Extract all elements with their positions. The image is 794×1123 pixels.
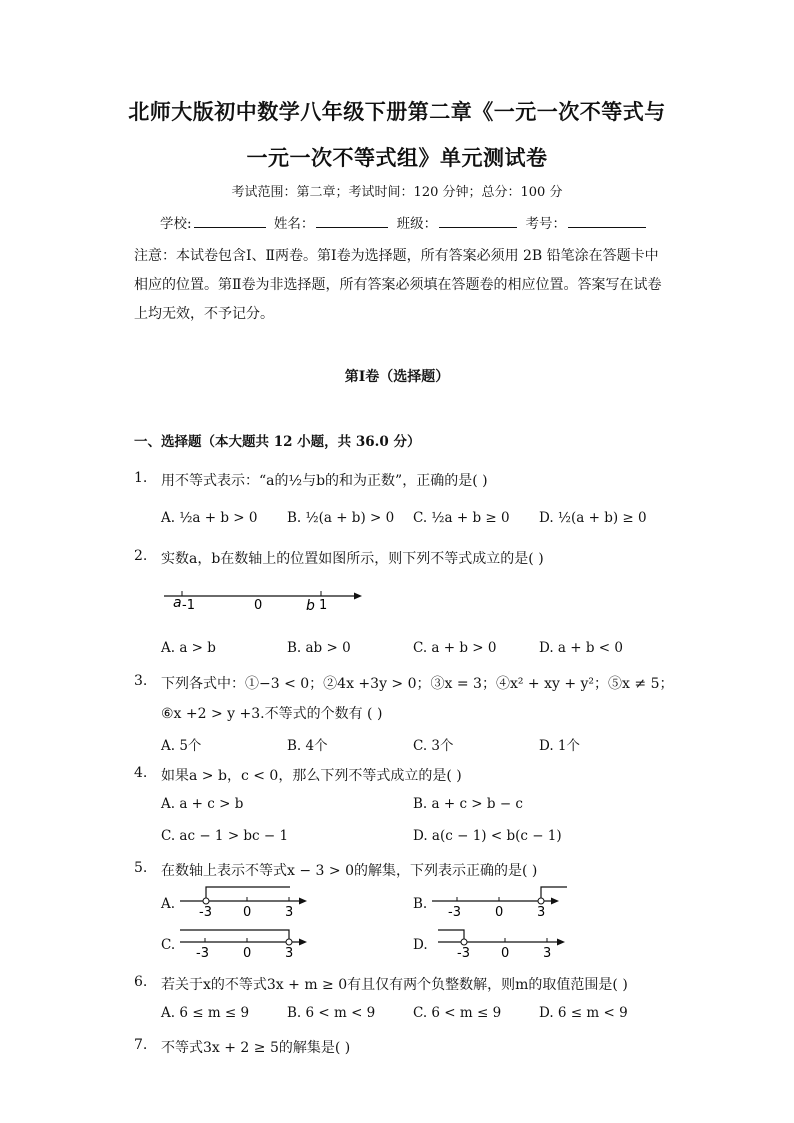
option-b[interactable]: B. a + c > b − c [413,796,523,812]
option-c[interactable]: C. [161,937,176,953]
question-number: 3. [134,673,148,689]
option-a[interactable]: A. ½a + b > 0 [161,510,258,526]
question-number: 4. [134,765,148,781]
label-b: b [306,598,315,614]
option-a[interactable]: A. 5个 [161,738,202,754]
option-a-number-line [178,884,313,920]
option-b[interactable]: B. ½(a + b) > 0 [287,510,395,526]
label-zero: 0 [254,598,263,613]
option-d[interactable]: D. ½(a + b) ≥ 0 [539,510,647,526]
exam-info: 考试范围：第二章；考试时间：120 分钟；总分：100 分 [231,185,563,200]
question-text: 如果a > b，c < 0，那么下列不等式成立的是( ) [161,768,462,784]
option-c[interactable]: C. 6 < m ≤ 9 [413,1005,502,1021]
tick-label: 3 [285,905,294,920]
part-title: 一、选择题（本大题共 12 小题，共 36.0 分） [134,434,421,450]
title-line-2: 一元一次不等式组》单元测试卷 [246,145,548,170]
option-b-number-line [430,884,570,920]
title-line-1: 北师大版初中数学八年级下册第二章《一元一次不等式与 [128,99,666,124]
section-title: 第Ⅰ卷（选择题） [344,369,450,385]
option-b[interactable]: B. [413,896,428,912]
option-a[interactable]: A. [161,896,176,912]
question-text-cont: ⑥x +2 > y +3.不等式的个数有 ( ) [161,706,383,722]
option-d-number-line [436,925,571,961]
question-text: 用不等式表示：“a的½与b的和为正数”，正确的是( ) [161,473,488,489]
label-a: a [173,595,182,611]
tick-label: -3 [457,946,470,961]
name-blank[interactable] [316,215,388,228]
option-a[interactable]: A. a > b [161,640,216,656]
option-b[interactable]: B. ab > 0 [287,640,351,656]
tick-label: -3 [448,905,461,920]
option-d[interactable]: D. a(c − 1) < b(c − 1) [413,828,562,844]
option-c[interactable]: C. 3个 [413,738,454,754]
tick-label: 3 [543,946,552,961]
question-number: 5. [134,860,148,876]
question-text: 若关于x的不等式3x + m ≥ 0有且仅有两个负整数解，则m的取值范围是( ) [161,977,628,993]
label-one: 1 [319,598,328,613]
tick-label: -3 [196,946,209,961]
option-c[interactable]: C. ac − 1 > bc − 1 [161,828,289,844]
tick-label: 0 [501,946,510,961]
label-neg1: -1 [182,598,195,613]
class-blank[interactable] [439,215,517,228]
tick-label: 0 [243,905,252,920]
option-a[interactable]: A. 6 ≤ m ≤ 9 [161,1005,250,1021]
question-number: 7. [134,1037,148,1053]
option-b[interactable]: B. 6 < m < 9 [287,1005,376,1021]
question-number: 2. [134,548,148,564]
tick-label: -3 [199,905,212,920]
question-text: 不等式3x + 2 ≥ 5的解集是( ) [161,1040,351,1056]
number-blank[interactable] [568,215,646,228]
option-c[interactable]: C. ½a + b ≥ 0 [413,510,510,526]
notice-text: 注意：本试卷包含Ⅰ、Ⅱ两卷。第Ⅰ卷为选择题，所有答案必须用 2B 铅笔涂在答题卡中相应的位置。第Ⅱ卷为非选择题，所有答案必须填在答题卷的相应位置。答案写在试卷上均无效，不予记分。 [134,248,662,322]
question-text: 实数a，b在数轴上的位置如图所示，则下列不等式成立的是( ) [161,551,544,567]
tick-label: 0 [243,946,252,961]
name-label: 姓名： [273,216,315,232]
class-label: 班级： [396,216,438,232]
student-fields [160,212,650,232]
option-c[interactable]: C. a + b > 0 [413,640,497,656]
option-a[interactable]: A. a + c > b [161,796,244,812]
question-number: 6. [134,974,148,990]
tick-label: 3 [537,905,546,920]
option-d[interactable]: D. 6 ≤ m < 9 [539,1005,628,1021]
option-c-number-line [178,925,313,961]
number-line-figure [160,585,370,615]
question-number: 1. [134,470,148,486]
question-text: 在数轴上表示不等式x − 3 > 0的解集，下列表示正确的是( ) [161,863,538,879]
option-d[interactable]: D. [413,937,428,953]
option-b[interactable]: B. 4个 [287,738,328,754]
school-blank[interactable] [194,215,266,228]
question-text: 下列各式中：①−3 < 0；②4x +3y > 0；③x = 3；④x² + xy + y²；⑤x ≠ 5； [161,676,674,692]
tick-label: 0 [495,905,504,920]
number-label: 考号： [525,216,566,232]
option-d[interactable]: D. 1个 [539,738,581,754]
option-d[interactable]: D. a + b < 0 [539,640,623,656]
school-label: 学校: [160,216,192,232]
tick-label: 3 [285,946,294,961]
